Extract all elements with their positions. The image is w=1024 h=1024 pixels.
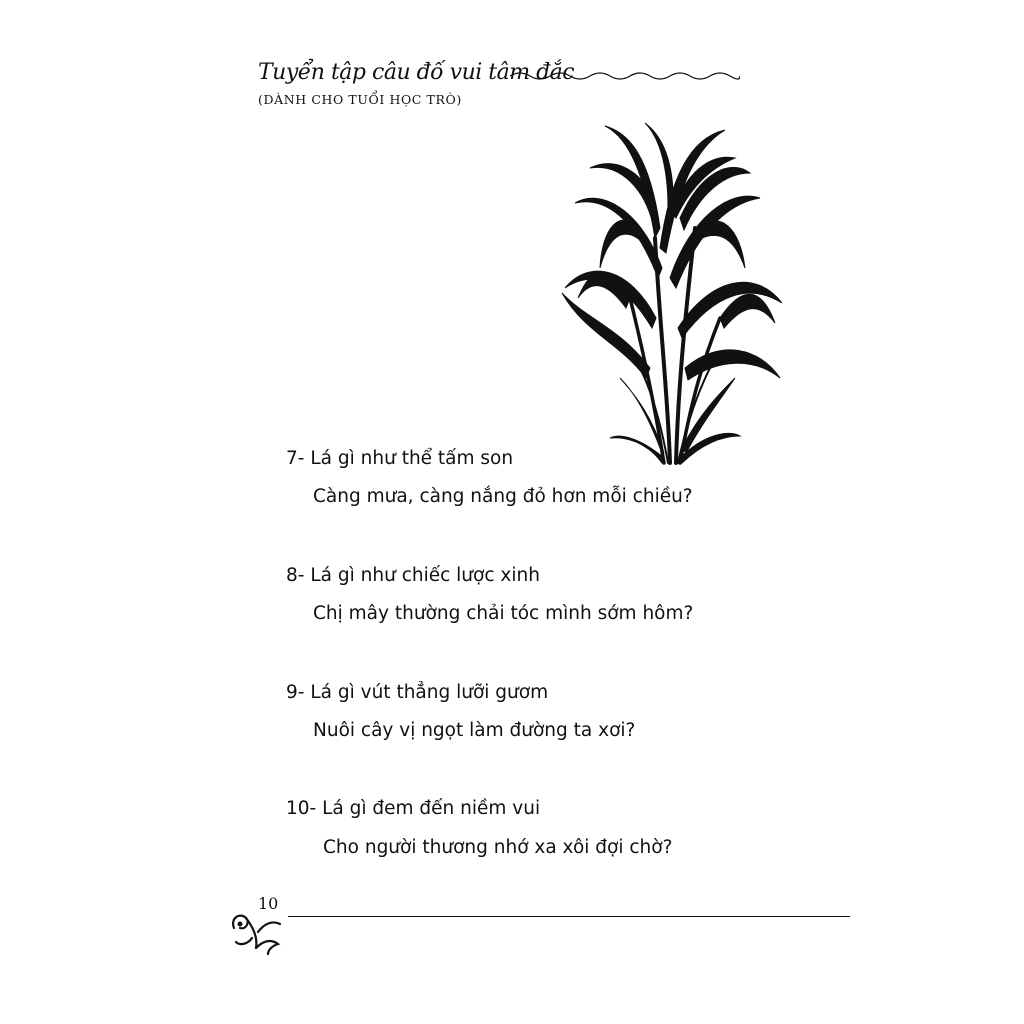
page-header: [258, 60, 758, 120]
page-number: 10: [258, 894, 279, 913]
riddle-question-line1: Lá gì như thể tấm son: [310, 448, 514, 469]
riddle-question-line2: Càng mưa, càng nắng đỏ hơn mỗi chiều?: [313, 486, 693, 507]
riddle-line1: [286, 448, 513, 469]
riddle-number: 10-: [286, 798, 317, 819]
riddle-question-line1: Lá gì như chiếc lược xinh: [310, 565, 540, 586]
riddle-number: 7-: [286, 448, 305, 469]
riddle-line1: [286, 565, 540, 586]
page-footer: [228, 892, 858, 962]
riddle-question-line2: Chị mây thường chải tóc mình sớm hôm?: [313, 603, 694, 624]
book-subtitle: (DÀNH CHO TUỔI HỌC TRÒ): [258, 92, 462, 107]
riddle-line1: [286, 798, 540, 819]
riddle-question-line1: Lá gì đem đến niềm vui: [322, 798, 541, 819]
riddle-line1: [286, 682, 548, 703]
footer-divider: [288, 916, 850, 917]
riddle-question-line2: Cho người thương nhớ xa xôi đợi chờ?: [323, 837, 673, 858]
riddle-question-line1: Lá gì vút thẳng lưỡi gươm: [310, 682, 549, 703]
book-title: Tuyển tập câu đố vui tâm đắc: [258, 60, 575, 85]
riddle-number: 9-: [286, 682, 305, 703]
sugarcane-plant-icon: [560, 118, 785, 468]
wave-line-icon: [510, 68, 740, 82]
riddle-number: 8-: [286, 565, 305, 586]
riddle-question-line2: Nuôi cây vị ngọt làm đường ta xơi?: [313, 720, 636, 741]
